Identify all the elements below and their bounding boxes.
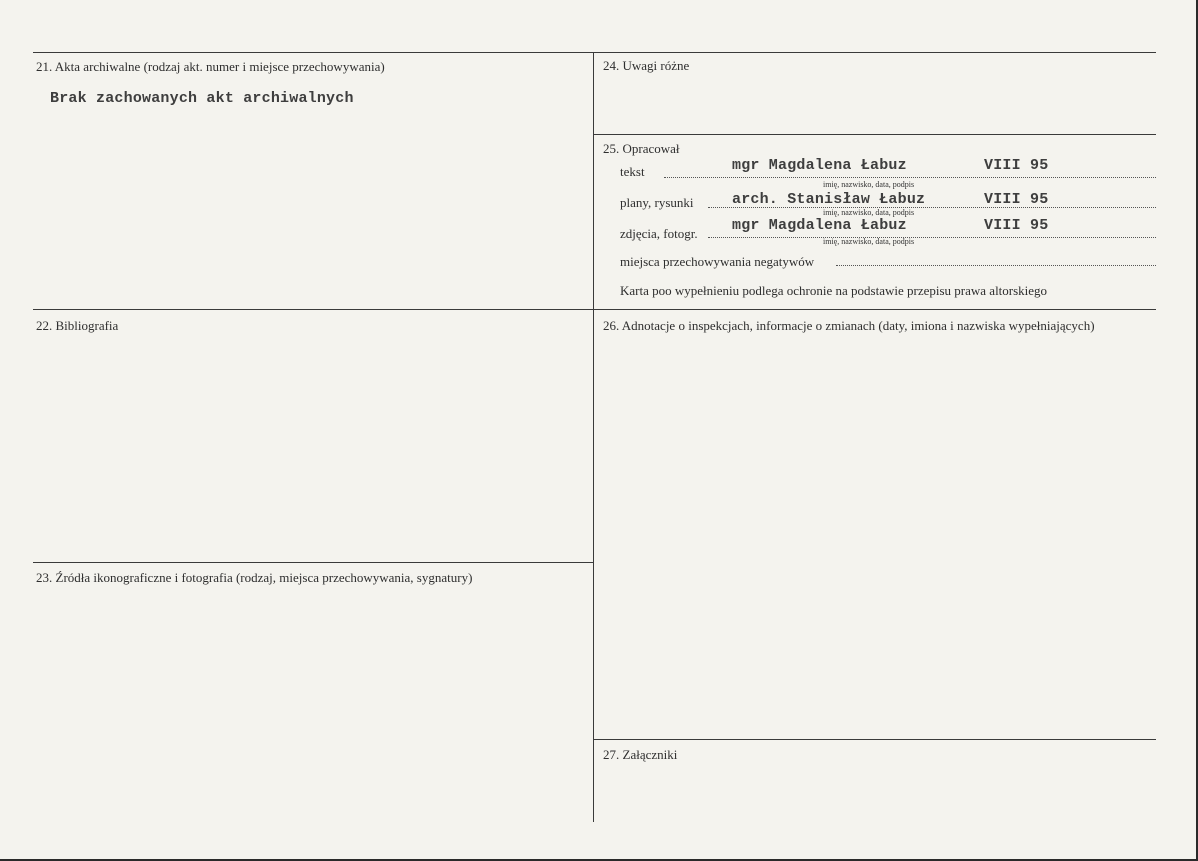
author-row-photos-value: mgr Magdalena Łabuz bbox=[732, 217, 907, 234]
author-row-photos-hint: imię, nazwisko, data, podpis bbox=[823, 237, 915, 246]
author-row-plans-label: plany, rysunki bbox=[620, 195, 694, 210]
section-27-label: 27. Załączniki bbox=[603, 747, 678, 762]
section-21-value: Brak zachowanych akt archiwalnych bbox=[50, 90, 354, 107]
rule-22-23 bbox=[33, 562, 593, 563]
negatives-location-line bbox=[836, 265, 1156, 266]
author-row-photos-line bbox=[708, 237, 1156, 238]
rule-21-22 bbox=[33, 309, 1156, 310]
top-rule bbox=[33, 52, 1156, 53]
author-row-text-hint: imię, nazwisko, data, podpis bbox=[823, 180, 915, 189]
center-divider bbox=[593, 52, 594, 822]
section-21-label: 21. Akta archiwalne (rodzaj akt. numer i miejsce przechowywania) bbox=[36, 59, 385, 74]
rule-26-27 bbox=[593, 739, 1156, 740]
author-row-text-value: mgr Magdalena Łabuz bbox=[732, 157, 907, 174]
author-row-text-date: VIII 95 bbox=[984, 157, 1049, 174]
author-row-plans-hint: imię, nazwisko, data, podpis bbox=[823, 208, 915, 217]
author-row-plans-value: arch. Stanisław Łabuz bbox=[732, 191, 926, 208]
negatives-location-label: miejsca przechowywania negatywów bbox=[620, 254, 815, 269]
author-row-photos-date: VIII 95 bbox=[984, 217, 1049, 234]
section-22-label: 22. Bibliografia bbox=[36, 318, 119, 333]
author-row-text-label: tekst bbox=[620, 164, 645, 179]
author-row-text-line bbox=[664, 177, 1156, 178]
rule-24-25 bbox=[593, 134, 1156, 135]
section-23-label: 23. Źródła ikonograficzne i fotografia (rodzaj, miejsca przechowywania, sygnatury) bbox=[36, 570, 473, 585]
section-25-label: 25. Opracował bbox=[603, 141, 680, 156]
author-row-plans-date: VIII 95 bbox=[984, 191, 1049, 208]
copyright-note: Karta poo wypełnieniu podlega ochronie na podstawie przepisu prawa altorskiego bbox=[620, 283, 1048, 298]
section-26-label: 26. Adnotacje o inspekcjach, informacje o zmianach (daty, imiona i nazwiska wypełniających) bbox=[603, 318, 1095, 333]
section-24-label: 24. Uwagi różne bbox=[603, 58, 690, 73]
author-row-photos-label: zdjęcia, fotogr. bbox=[620, 226, 698, 241]
